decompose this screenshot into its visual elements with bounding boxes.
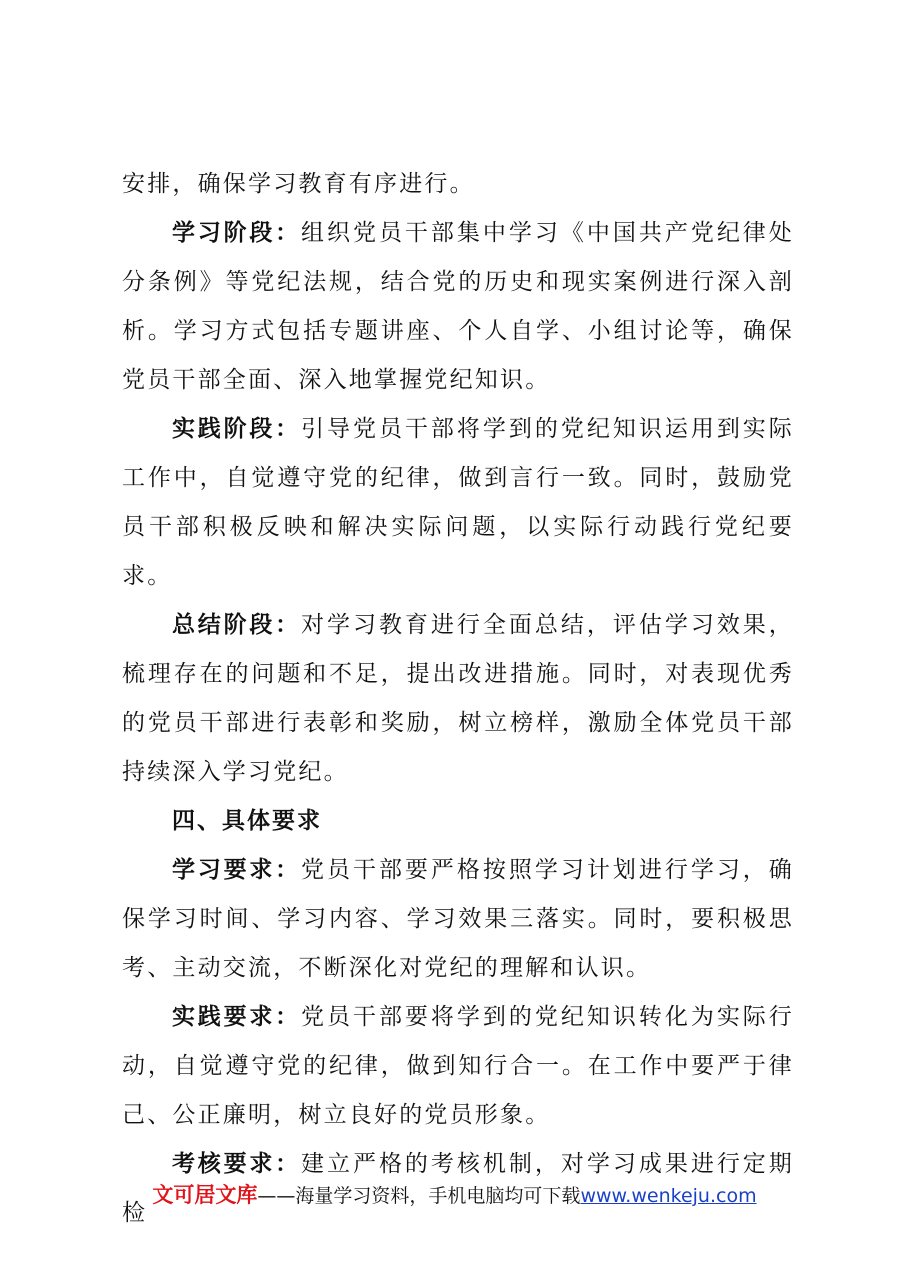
paragraph-text: 党员干部要严格按照学习计划进行学习，确保学习时间、学习内容、学习效果三落实。同时，要积极思考、主动交流，不断深化对党纪的理解和认识。: [122, 857, 795, 981]
document-body: [122, 160, 794, 1238]
footer-tagline: ——海量学习资料，手机电脑均可下载: [257, 1185, 581, 1207]
paragraph-practice-stage: [122, 405, 794, 601]
footer-url-link[interactable]: www.wenkeju.com: [580, 1185, 757, 1207]
paragraph-practice-requirement: [122, 993, 794, 1140]
paragraph-lead: 实践要求：: [172, 1004, 301, 1030]
paragraph-study-stage: [122, 209, 794, 405]
paragraph-text: 对学习教育进行全面总结，评估学习效果，梳理存在的问题和不足，提出改进措施。同时，对表现优秀的党员干部进行表彰和奖励，树立榜样，激励全体党员干部持续深入学习党纪。: [122, 612, 795, 785]
paragraph-lead: 总结阶段：: [172, 612, 301, 638]
paragraph-summary-stage: [122, 601, 794, 797]
paragraph-lead: 学习阶段：: [172, 220, 301, 246]
paragraph-continuation: [122, 160, 794, 209]
paragraph-text: 建立严格的考核机制，对学习成果进行定期检: [122, 1151, 795, 1226]
page-footer: [0, 1180, 909, 1211]
paragraph-lead: 实践阶段：: [172, 416, 301, 442]
paragraph-text: 安排，确保学习教育有序进行。: [122, 171, 475, 197]
footer-brand: 文可居文库: [152, 1183, 258, 1207]
paragraph-lead: 考核要求：: [172, 1151, 301, 1177]
paragraph-study-requirement: [122, 846, 794, 993]
paragraph-text: 引导党员干部将学到的党纪知识运用到实际工作中，自觉遵守党的纪律，做到言行一致。同时，鼓励党员干部积极反映和解决实际问题，以实际行动践行党纪要求。: [122, 416, 795, 589]
paragraph-lead: 学习要求：: [172, 857, 301, 883]
paragraph-text: 组织党员干部集中学习《中国共产党纪律处分条例》等党纪法规，结合党的历史和现实案例进行深入剖析。学习方式包括专题讲座、个人自学、小组讨论等，确保党员干部全面、深入地掌握党纪知识。: [122, 220, 795, 393]
paragraph-text: 党员干部要将学到的党纪知识转化为实际行动，自觉遵守党的纪律，做到知行合一。在工作中要严于律己、公正廉明，树立良好的党员形象。: [122, 1004, 795, 1128]
section-heading: 四、具体要求: [172, 808, 322, 834]
